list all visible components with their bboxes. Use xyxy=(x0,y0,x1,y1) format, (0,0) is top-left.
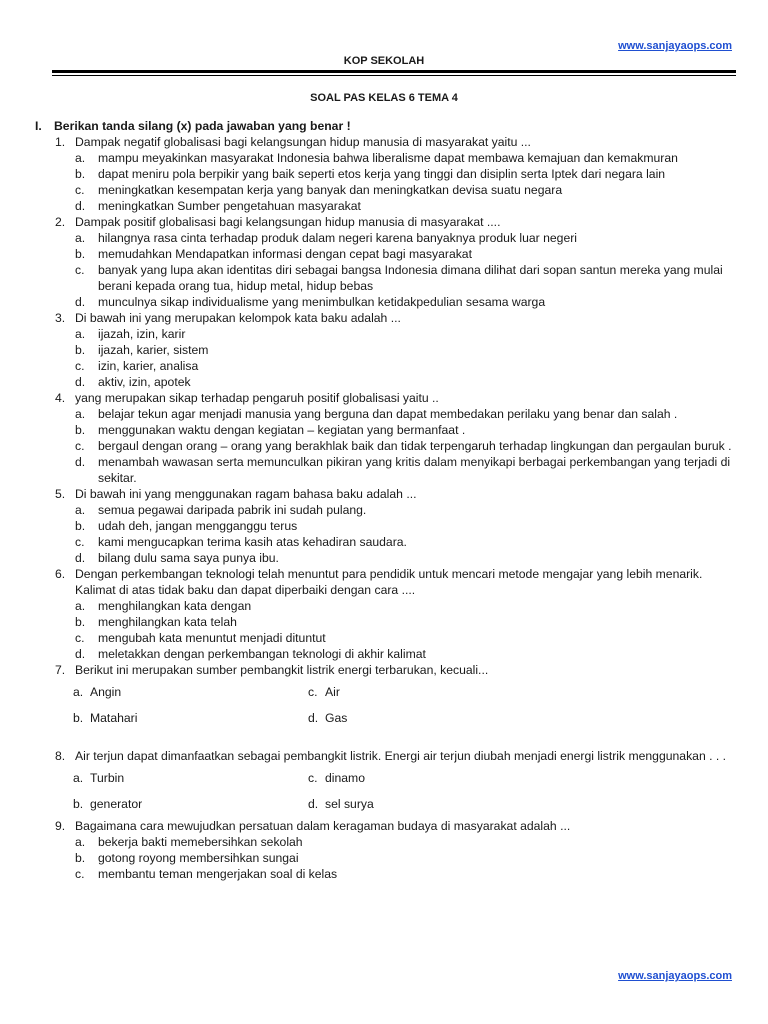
option-text: menghilangkan kata dengan xyxy=(98,599,252,613)
option-text: meningkatkan kesempatan kerja yang banyak dan meningkatkan devisa suatu negara xyxy=(98,183,563,197)
question-1 xyxy=(35,134,735,150)
question-number: 4. xyxy=(55,391,66,405)
option-letter: a. xyxy=(75,835,86,849)
question-number: 9. xyxy=(55,819,66,833)
option-text: ijazah, karier, sistem xyxy=(98,343,209,357)
option[interactable] xyxy=(75,422,735,438)
option[interactable] xyxy=(75,850,735,866)
option-letter: d. xyxy=(75,551,86,565)
option-letter: a. xyxy=(75,407,86,421)
option-text: aktiv, izin, apotek xyxy=(98,375,191,389)
option-text: Air xyxy=(325,685,340,699)
option-letter: a. xyxy=(75,599,86,613)
option-text: dapat meniru pola berpikir yang baik seperti etos kerja yang tinggi dan disiplin serta Iptek dari negara lain xyxy=(98,167,666,181)
option-text: Turbin xyxy=(90,771,125,785)
option[interactable] xyxy=(73,770,308,786)
option-letter: d. xyxy=(75,455,86,469)
option[interactable] xyxy=(75,342,735,358)
option[interactable] xyxy=(75,166,735,182)
option-text: sel surya xyxy=(325,797,374,811)
option-text: meletakkan dengan perkembangan teknologi di akhir kalimat xyxy=(98,647,426,661)
option[interactable] xyxy=(308,796,508,812)
question-text: Berikut ini merupakan sumber pembangkit listrik energi terbarukan, kecuali... xyxy=(75,663,489,677)
question-7-options xyxy=(73,684,735,726)
option-text: bekerja bakti memebersihkan sekolah xyxy=(98,835,303,849)
option-letter: d. xyxy=(75,647,86,661)
exam-title: SOAL PAS KELAS 6 TEMA 4 xyxy=(310,92,458,104)
option-letter: c. xyxy=(75,263,85,277)
option[interactable] xyxy=(308,770,508,786)
question-number: 8. xyxy=(55,749,66,763)
question-8 xyxy=(35,748,735,764)
option[interactable] xyxy=(75,358,735,374)
option[interactable] xyxy=(75,230,735,246)
question-text: Dengan perkembangan teknologi telah menuntut para pendidik untuk mencari metode mengajar yang lebih menarik. Kalimat di atas tidak baku dan dapat diperbaiki dengan cara .... xyxy=(75,567,703,597)
letterhead-rule-thin xyxy=(52,75,736,76)
section-instruction: Berikan tanda silang (x) pada jawaban yang benar ! xyxy=(54,119,351,133)
option[interactable] xyxy=(75,294,735,310)
option-text: menggunakan waktu dengan kegiatan – kegiatan yang bermanfaat . xyxy=(98,423,466,437)
question-5 xyxy=(35,486,735,502)
option-text: meningkatkan Sumber pengetahuan masyarakat xyxy=(98,199,361,213)
option[interactable] xyxy=(308,684,508,700)
option-text: hilangnya rasa cinta terhadap produk dalam negeri karena banyaknya produk luar negeri xyxy=(98,231,578,245)
question-2 xyxy=(35,214,735,230)
option-letter: a. xyxy=(75,231,86,245)
option[interactable] xyxy=(75,438,735,454)
option-letter: c. xyxy=(75,439,85,453)
option-letter: a. xyxy=(73,685,84,699)
option-text: kami mengucapkan terima kasih atas kehadiran saudara. xyxy=(98,535,407,549)
option[interactable] xyxy=(73,684,308,700)
question-number: 3. xyxy=(55,311,66,325)
question-9 xyxy=(35,818,735,834)
question-list xyxy=(35,134,735,662)
option-letter: a. xyxy=(75,503,86,517)
option-letter: c. xyxy=(75,631,85,645)
option-letter: c. xyxy=(308,771,318,785)
option[interactable] xyxy=(75,598,735,614)
option-letter: b. xyxy=(75,423,86,437)
option-letter: b. xyxy=(75,519,86,533)
option-letter: c. xyxy=(75,535,85,549)
question-number: 6. xyxy=(55,567,66,581)
option-text: Angin xyxy=(90,685,122,699)
question-text: Di bawah ini yang merupakan kelompok kata baku adalah ... xyxy=(75,311,401,325)
option[interactable] xyxy=(75,502,735,518)
option-text: semua pegawai daripada pabrik ini sudah pulang. xyxy=(98,503,367,517)
option[interactable] xyxy=(75,182,735,198)
option[interactable] xyxy=(75,614,735,630)
option-letter: c. xyxy=(75,183,85,197)
option[interactable] xyxy=(75,374,735,390)
option-text: bilang dulu sama saya punya ibu. xyxy=(98,551,279,565)
option-letter: b. xyxy=(75,167,86,181)
question-number: 2. xyxy=(55,215,66,229)
option-letter: b. xyxy=(75,247,86,261)
option-text: belajar tekun agar menjadi manusia yang berguna dan dapat membedakan perilaku yang benar dan salah . xyxy=(98,407,678,421)
option-text: bergaul dengan orang – orang yang berakhlak baik dan tidak terpengaruh terhadap lingkungan dan pergaulan buruk . xyxy=(98,439,732,453)
site-link-top[interactable]: www.sanjayaops.com xyxy=(618,40,732,52)
question-8-options xyxy=(73,770,735,812)
option[interactable] xyxy=(75,326,735,342)
letterhead-rule-thick xyxy=(52,70,736,73)
question-text: Bagaimana cara mewujudkan persatuan dalam keragaman budaya di masyarakat adalah ... xyxy=(75,819,571,833)
section-number: I. xyxy=(35,119,42,133)
option-text: mampu meyakinkan masyarakat Indonesia bahwa liberalisme dapat membawa kemajuan dan kemakmuran xyxy=(98,151,678,165)
section-heading xyxy=(35,118,735,134)
question-number: 7. xyxy=(55,663,66,677)
option[interactable] xyxy=(75,518,735,534)
question-number: 1. xyxy=(55,135,66,149)
option[interactable] xyxy=(75,866,735,882)
option-text: menghilangkan kata telah xyxy=(98,615,237,629)
option-letter: b. xyxy=(75,343,86,357)
option-text: Matahari xyxy=(90,711,138,725)
option-text: gotong royong membersihkan sungai xyxy=(98,851,299,865)
option[interactable] xyxy=(75,550,735,566)
option-letter: b. xyxy=(73,711,84,725)
question-3 xyxy=(35,310,735,326)
option-text: memudahkan Mendapatkan informasi dengan cepat bagi masyarakat xyxy=(98,247,472,261)
question-text: Dampak negatif globalisasi bagi kelangsungan hidup manusia di masyarakat yaitu ... xyxy=(75,135,531,149)
question-7 xyxy=(35,662,735,678)
option[interactable] xyxy=(75,834,735,850)
option[interactable] xyxy=(75,198,735,214)
option[interactable] xyxy=(73,710,308,726)
option[interactable] xyxy=(75,646,735,662)
question-number: 5. xyxy=(55,487,66,501)
option-text: Gas xyxy=(325,711,348,725)
option-letter: c. xyxy=(75,867,85,881)
option-letter: d. xyxy=(308,711,319,725)
option-text: munculnya sikap individualisme yang menimbulkan ketidakpedulian sesama warga xyxy=(98,295,546,309)
exam-content xyxy=(35,118,735,882)
option[interactable] xyxy=(75,262,735,294)
letterhead-title: KOP SEKOLAH xyxy=(343,55,425,67)
option-text: udah deh, jangan mengganggu terus xyxy=(98,519,298,533)
question-4 xyxy=(35,390,735,406)
option-letter: d. xyxy=(308,797,319,811)
option-text: izin, karier, analisa xyxy=(98,359,199,373)
option[interactable] xyxy=(75,406,735,422)
option-letter: c. xyxy=(308,685,318,699)
option-text: ijazah, izin, karir xyxy=(98,327,186,341)
question-text: Air terjun dapat dimanfaatkan sebagai pembangkit listrik. Energi air terjun diubah menjadi energi listrik menggunakan . . . xyxy=(75,749,727,763)
option-text: generator xyxy=(90,797,143,811)
option-letter: d. xyxy=(75,375,86,389)
option-letter: a. xyxy=(73,771,84,785)
question-6 xyxy=(35,566,735,598)
option-letter: d. xyxy=(75,295,86,309)
option-letter: d. xyxy=(75,199,86,213)
option-text: banyak yang lupa akan identitas diri sebagai bangsa Indonesia dimana dilihat dari sopan santun mereka yang mulai berani kepada orang tua, hidup metal, hidup bebas xyxy=(98,263,723,293)
site-link-bottom[interactable]: www.sanjayaops.com xyxy=(618,970,732,982)
option[interactable] xyxy=(75,630,735,646)
option-text: dinamo xyxy=(325,771,365,785)
option-text: membantu teman mengerjakan soal di kelas xyxy=(98,867,338,881)
option-letter: a. xyxy=(75,151,86,165)
option-text: menambah wawasan serta memunculkan pikiran yang kritis dalam menyikapi berbagai perkembangan yang terjadi di sekitar. xyxy=(98,455,731,485)
option-text: mengubah kata menuntut menjadi dituntut xyxy=(98,631,326,645)
option[interactable] xyxy=(75,454,735,486)
option-letter: b. xyxy=(73,797,84,811)
question-text: yang merupakan sikap terhadap pengaruh positif globalisasi yaitu .. xyxy=(75,391,439,405)
question-text: Di bawah ini yang menggunakan ragam bahasa baku adalah ... xyxy=(75,487,417,501)
option[interactable] xyxy=(75,534,735,550)
option[interactable] xyxy=(75,246,735,262)
option-letter: a. xyxy=(75,327,86,341)
option[interactable] xyxy=(75,150,735,166)
option-letter: c. xyxy=(75,359,85,373)
question-text: Dampak positif globalisasi bagi kelangsungan hidup manusia di masyarakat .... xyxy=(75,215,501,229)
option[interactable] xyxy=(73,796,308,812)
option-letter: b. xyxy=(75,615,86,629)
option[interactable] xyxy=(308,710,508,726)
option-letter: b. xyxy=(75,851,86,865)
